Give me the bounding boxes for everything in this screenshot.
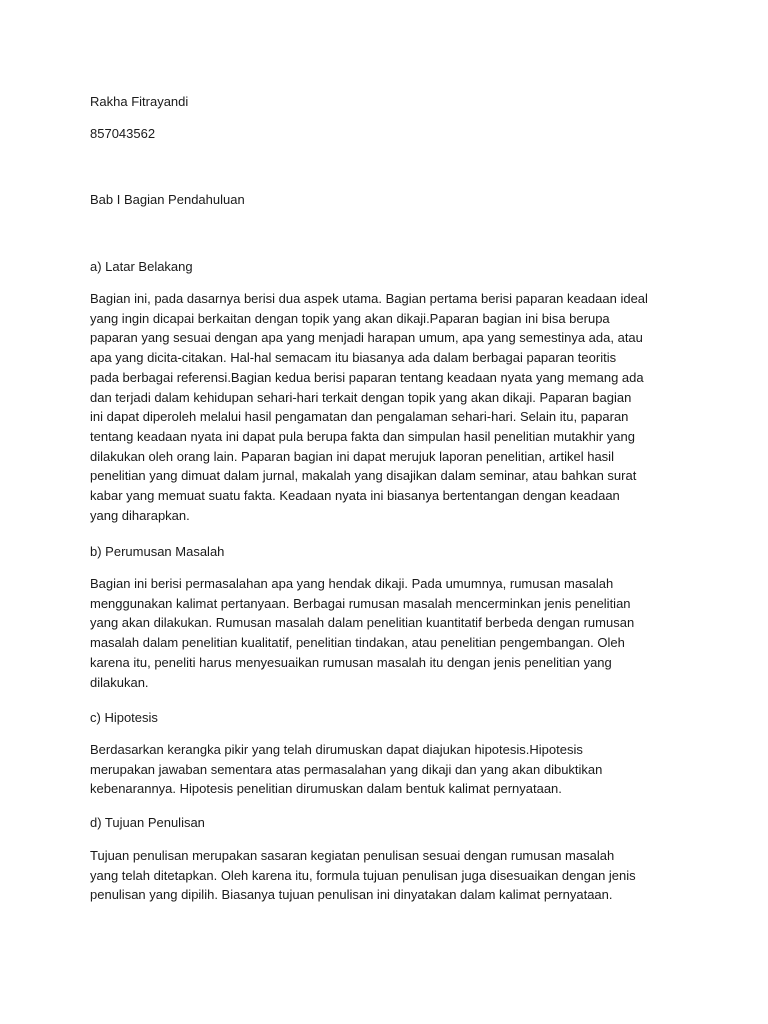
paragraph-line: Bagian ini berisi permasalahan apa yang hendak dikaji. Pada umumnya, rumusan masalah xyxy=(90,576,614,591)
author-id: 857043562 xyxy=(90,126,156,141)
paragraph-line: yang ingin dicapai berkaitan dengan topik yang akan dikaji.Paparan bagian ini bisa berupa xyxy=(90,310,610,326)
paragraph-line: yang telah ditetapkan. Oleh karena itu, formula tujuan penulisan juga disesuaikan dengan jenis xyxy=(90,867,636,883)
section-heading-latar-belakang: a) Latar Belakang xyxy=(90,259,193,274)
section-heading-perumusan-masalah: b) Perumusan Masalah xyxy=(90,544,225,559)
paragraph-line: paparan yang sesuai dengan apa yang menjadi harapan umum, apa yang semestinya ada, atau xyxy=(90,330,643,346)
paragraph-line: masalah dalam penelitian kualitatif, penelitian tindakan, atau penelitian pengembangan. Oleh xyxy=(90,635,625,651)
section-heading-hipotesis: c) Hipotesis xyxy=(90,710,158,725)
paragraph-line: kebenarannya. Hipotesis penelitian dirumuskan dalam bentuk kalimat pernyataan. xyxy=(90,781,562,797)
paragraph-line: dilakukan oleh orang lain. Paparan bagian ini dapat merujuk laporan penelitian, artikel hasil xyxy=(90,448,614,464)
paragraph-line: apa yang dicita-citakan. Hal-hal semacam itu biasanya ada dalam berbagai paparan teoritis xyxy=(90,350,617,366)
paragraph-line: dilakukan. xyxy=(90,674,149,690)
paragraph-line: menggunakan kalimat pertanyaan. Berbagai rumusan masalah mencerminkan jenis penelitian xyxy=(90,595,631,611)
paragraph-line: Berdasarkan kerangka pikir yang telah dirumuskan dapat diajukan hipotesis.Hipotesis xyxy=(90,742,583,757)
paragraph-line: Bagian ini, pada dasarnya berisi dua aspek utama. Bagian pertama berisi paparan keadaan ideal xyxy=(90,291,648,306)
paragraph-line: Tujuan penulisan merupakan sasaran kegiatan penulisan sesuai dengan rumusan masalah xyxy=(90,848,615,863)
paragraph-line: dan terjadi dalam kehidupan sehari-hari terkait dengan topik yang akan dikaji. Paparan bagian xyxy=(90,389,632,405)
author-name: Rakha Fitrayandi xyxy=(90,94,189,109)
section-body-hipotesis xyxy=(90,740,682,799)
paragraph-line: penulisan yang dipilih. Biasanya tujuan penulisan ini dinyatakan dalam kalimat pernyataan. xyxy=(90,887,613,903)
paragraph-line: penelitian yang dimuat dalam jurnal, makalah yang disajikan dalam seminar, atau bahkan surat xyxy=(90,468,637,484)
section-body-latar-belakang xyxy=(90,289,682,525)
paragraph-line: ini dapat diperoleh melalui hasil pengamatan dan pengalaman sehari-hari. Selain itu, paparan xyxy=(90,409,629,425)
section-body-tujuan-penulisan xyxy=(90,846,682,905)
section-body-perumusan-masalah xyxy=(90,574,682,692)
section-heading-tujuan-penulisan: d) Tujuan Penulisan xyxy=(90,815,205,830)
paragraph-line: kabar yang memuat suatu fakta. Keadaan nyata ini biasanya bertentangan dengan keadaan xyxy=(90,488,620,504)
paragraph-line: yang akan dilakukan. Rumusan masalah dalam penelitian kuantitatif berbeda dengan rumusan xyxy=(90,615,635,631)
paragraph-line: merupakan jawaban sementara atas permasalahan yang dikaji dan yang akan dibuktikan xyxy=(90,761,603,777)
paragraph-line: pada berbagai referensi.Bagian kedua berisi paparan tentang keadaan nyata yang memang ada xyxy=(90,369,644,385)
paragraph-line: yang diharapkan. xyxy=(90,507,190,523)
paragraph-line: karena itu, peneliti harus menyesuaikan rumusan masalah itu dengan jenis penelitian yang xyxy=(90,654,612,670)
chapter-title: Bab I Bagian Pendahuluan xyxy=(90,192,245,207)
paragraph-line: tentang keadaan nyata ini dapat pula berupa fakta dan simpulan hasil penelitian mutakhir yang xyxy=(90,428,635,444)
